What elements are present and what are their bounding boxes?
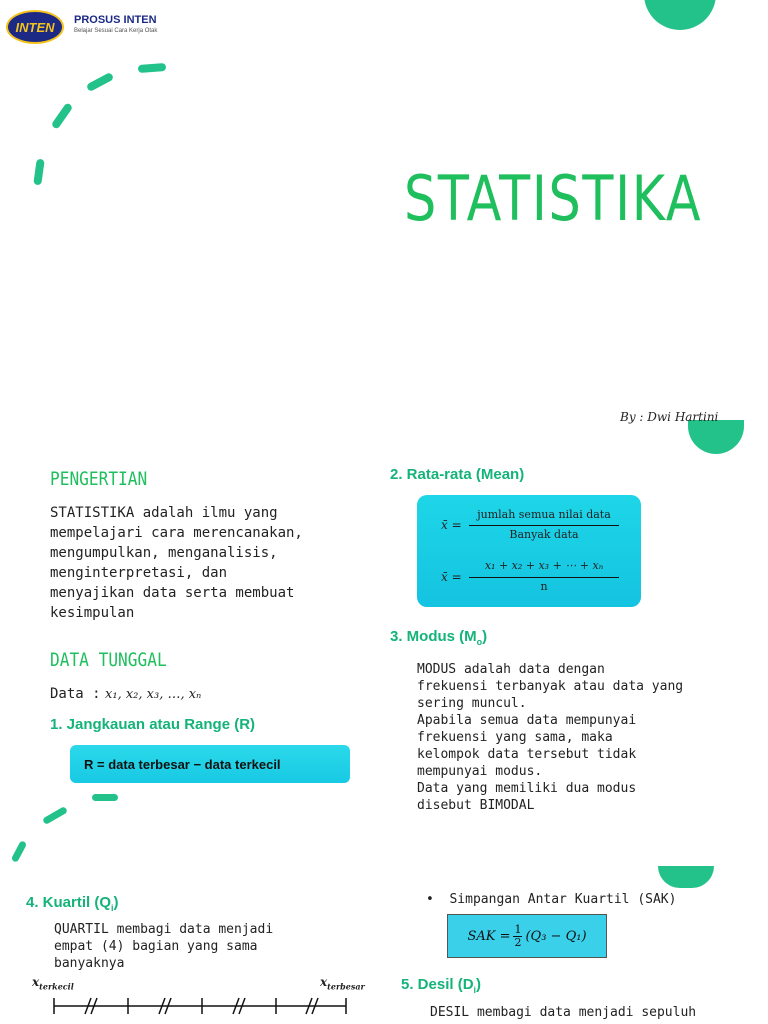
page-title: STATISTIKA [404, 162, 703, 235]
decor-half-circle-lower [658, 866, 714, 888]
text-line: disebut BIMODAL [417, 798, 535, 813]
x-symbol: x [32, 975, 40, 989]
decor-dash [42, 806, 68, 825]
text-line: frekuensi yang sama, maka [417, 730, 613, 745]
decor-dash [138, 63, 166, 73]
text-line: Apabila semua data mempunyai [417, 713, 637, 728]
text-line: mengumpulkan, menganalisis, [50, 545, 278, 561]
x-symbol: x [320, 975, 328, 989]
modus-heading-end: ) [482, 628, 488, 645]
modus-heading [390, 628, 487, 647]
text-line: mempelajari cara merencanakan, [50, 525, 303, 541]
logo-title: PROSUS INTEN [74, 14, 157, 26]
sak-fraction [513, 924, 522, 949]
x-terkecil-label [32, 975, 74, 991]
decor-dash [33, 159, 45, 186]
quartile-number-line [50, 994, 350, 1018]
text-line: menginterpretasi, dan [50, 565, 228, 581]
text-line: STATISTIKA adalah ilmu yang [50, 505, 278, 521]
range-heading: 1. Jangkauan atau Range (R) [50, 716, 256, 733]
sak-formula-box [447, 914, 607, 958]
text-line: kesimpulan [50, 605, 135, 621]
decor-dash [51, 102, 74, 130]
text-line: sering muncul. [417, 696, 527, 711]
decor-dash [86, 72, 114, 92]
desil-heading-sub: i [473, 985, 477, 995]
modus-heading-text: 3. Modus (M [390, 628, 477, 645]
kuartil-text [54, 921, 273, 972]
kuartil-heading-sub: i [111, 903, 114, 913]
xbar-1: x̄ = [441, 518, 462, 532]
text-line: kelompok data tersebut tidak [417, 747, 637, 762]
sak-lhs: SAK = [467, 928, 511, 944]
modus-text [417, 661, 683, 814]
sak-rhs: (Q₃ − Q₁) [525, 928, 587, 944]
text-line: QUARTIL membagi data menjadi [54, 922, 274, 937]
decor-circle-top-right [644, 0, 716, 30]
modus-heading-sub: o [476, 637, 483, 647]
author: By : Dwi Hartini [620, 410, 719, 424]
data-expression [50, 684, 201, 704]
pengertian-text [50, 503, 303, 623]
bullet-icon: • [426, 892, 450, 907]
desil-heading-text: 5. Desil (D [401, 976, 474, 993]
sak-frac-num: 1 [514, 922, 522, 936]
x-terbesar-label [320, 975, 365, 991]
pengertian-heading: PENGERTIAN [50, 468, 148, 490]
mean-denominator-words: Banyak data [509, 528, 579, 541]
desil-heading-end: ) [476, 976, 482, 993]
text-line: mempunyai modus. [417, 764, 543, 779]
logo-tagline: Belajar Sesuai Cara Kerja Otak [74, 28, 158, 34]
desil-text: DESIL membagi data menjadi sepuluh [430, 1005, 697, 1020]
sak-bullet [426, 891, 676, 908]
kuartil-heading [26, 894, 119, 913]
text-line: Data yang memiliki dua modus [417, 781, 637, 796]
kuartil-heading-text: 4. Kuartil (Q [26, 894, 112, 911]
kuartil-heading-end: ) [113, 894, 119, 911]
desil-heading [401, 976, 481, 995]
text-line: empat (4) bagian yang sama [54, 939, 258, 954]
text-line: frekuensi terbanyak atau data yang [417, 679, 684, 694]
decor-half-circle-mid [688, 420, 744, 454]
data-label: Data : [50, 686, 101, 702]
fraction-line [469, 525, 619, 526]
mean-heading: 2. Rata-rata (Mean) [390, 466, 525, 483]
mean-formula-box [417, 495, 641, 607]
mean-denominator-n: n [540, 580, 548, 593]
x-min-sub: terkecil [39, 981, 74, 992]
sak-frac-den: 2 [514, 935, 522, 949]
data-tunggal-heading: DATA TUNGGAL [50, 649, 167, 671]
range-formula-box [70, 745, 350, 783]
fraction-line [469, 577, 619, 578]
mean-numerator-symbols: x₁ + x₂ + x₃ + ⋯ + xₙ [484, 559, 604, 572]
text-line: MODUS adalah data dengan [417, 662, 605, 677]
mean-numerator-words: jumlah semua nilai data [477, 508, 611, 521]
decor-dash [11, 840, 28, 863]
text-line: banyaknya [54, 956, 125, 971]
text-line: menyajikan data serta membuat [50, 585, 295, 601]
logo-mark: INTEN [15, 19, 55, 35]
sak-bullet-text: Simpangan Antar Kuartil (SAK) [449, 892, 677, 907]
inten-logo [6, 10, 64, 44]
decor-dash [92, 794, 118, 801]
data-expr: x₁, x₂, x₃, …, xₙ [105, 687, 202, 702]
xbar-2: x̄ = [441, 570, 462, 584]
x-max-sub: terbesar [327, 981, 365, 992]
range-formula: R = data terbesar − data terkecil [84, 756, 281, 772]
